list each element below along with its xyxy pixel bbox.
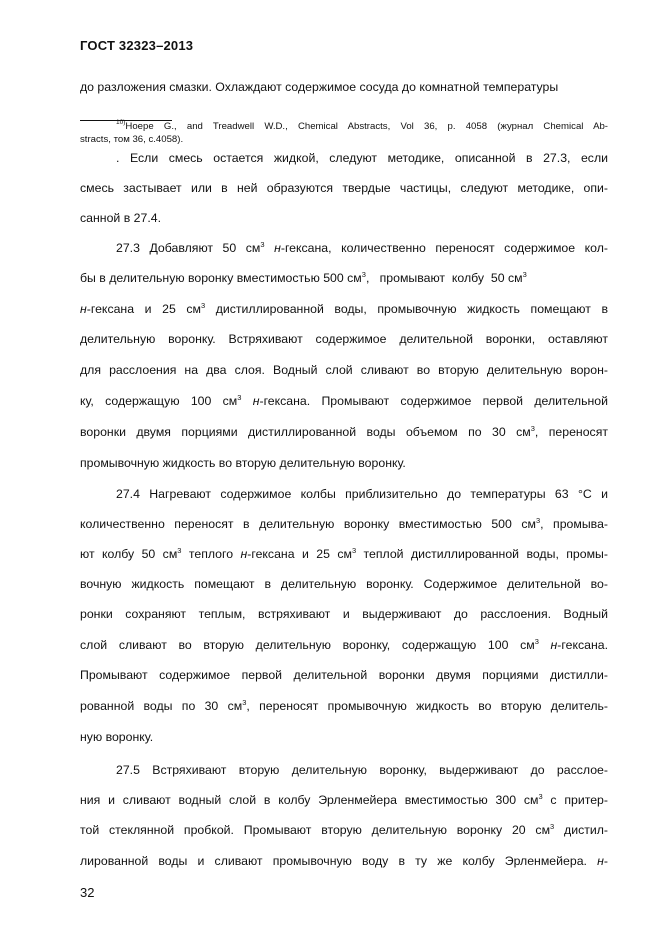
text-line: до разложения смазки. Охлаждают содержимое сосуда до комнатной температуры xyxy=(80,80,559,94)
footnote-line: stracts, том 36, с.4058). xyxy=(80,134,184,145)
text-line: санной в 27.4. xyxy=(80,211,161,225)
paragraph-27-4-line: 27.4 Нагревают содержимое колбы приблизительно до температуры 63 °С и xyxy=(116,487,608,501)
text-line: для расслоения на два слоя. Водный слой сливают во вторую делительную ворон- xyxy=(80,363,608,377)
standard-header: ГОСТ 32323–2013 xyxy=(80,38,194,53)
text-line: слой сливают во вторую делительную воронку, содержащую 100 $см^3$ н-гексана. xyxy=(80,637,608,652)
text-line: смесь застывает или в ней образуются твердые частицы, следуют методике, опи- xyxy=(80,181,608,195)
text-line: воронки двумя порциями дистиллированной воды объемом по 30 $см^3$, переносят xyxy=(80,424,608,439)
text-line: ронки сохраняют теплым, встряхивают и выдерживают до расслоения. Водный xyxy=(80,607,608,621)
footnote-marker: 10) xyxy=(116,119,126,126)
paragraph-27-3-line: 27.3 Добавляют 50 $см^3$ н-гексана, количественно переносят содержимое кол- xyxy=(116,240,608,255)
text-line: ют колбу 50 $см^3$ теплого н-гексана и 25 $см^3$ теплой дистиллированной воды, промы- xyxy=(80,546,608,561)
text-line: бы в делительную воронку вместимостью 500 $см^3$, промывают колбу 50 $см^3$ xyxy=(80,270,527,285)
paragraph-27-5-line: 27.5 Встряхивают вторую делительную воронку, выдерживают до расслое- xyxy=(116,763,608,777)
text-line: ния и сливают водный слой в колбу Эрленмейера вместимостью 300 $см^3$ с притер- xyxy=(80,792,608,807)
page-number: 32 xyxy=(80,885,95,900)
text-line: количественно переносят в делительную воронку вместимостью 500 $см^3$, промыва- xyxy=(80,516,608,531)
text-line: . Если смесь остается жидкой, следуют методике, описанной в 27.3, если xyxy=(116,151,608,165)
text-line: делительную воронку. Встряхивают содержимое делительной воронки, оставляют xyxy=(80,332,608,346)
text-line: той стеклянной пробкой. Промывают вторую делительную воронку 20 $см^3$ дистил- xyxy=(80,822,608,837)
text-line: промывочную жидкость во вторую делительную воронку. xyxy=(80,456,406,470)
footnote-line: $^{10)}$Hoepe G., and Treadwell W.D., Chemical Abstracts, Vol 36, p. 4058 (журнал Chemical Ab- xyxy=(116,119,608,132)
text-line: лированной воды и сливают промывочную воду в ту же колбу Эрленмейера. н- xyxy=(80,854,608,868)
text-line: вочную жидкость помещают в делительную воронку. Содержимое делительной во- xyxy=(80,577,608,591)
text-line: Промывают содержимое первой делительной воронки двумя порциями дистилли- xyxy=(80,668,608,682)
text-line: рованной воды по 30 $см^3$, переносят промывочную жидкость во вторую делитель- xyxy=(80,698,608,713)
text-line: ку, содержащую 100 $см^3$ н-гексана. Промывают содержимое первой делительной xyxy=(80,393,608,408)
text-line: ную воронку. xyxy=(80,730,154,744)
text-line: н-гексана и 25 $см^3$ дистиллированной воды, промывочную жидкость помещают в xyxy=(80,301,608,316)
